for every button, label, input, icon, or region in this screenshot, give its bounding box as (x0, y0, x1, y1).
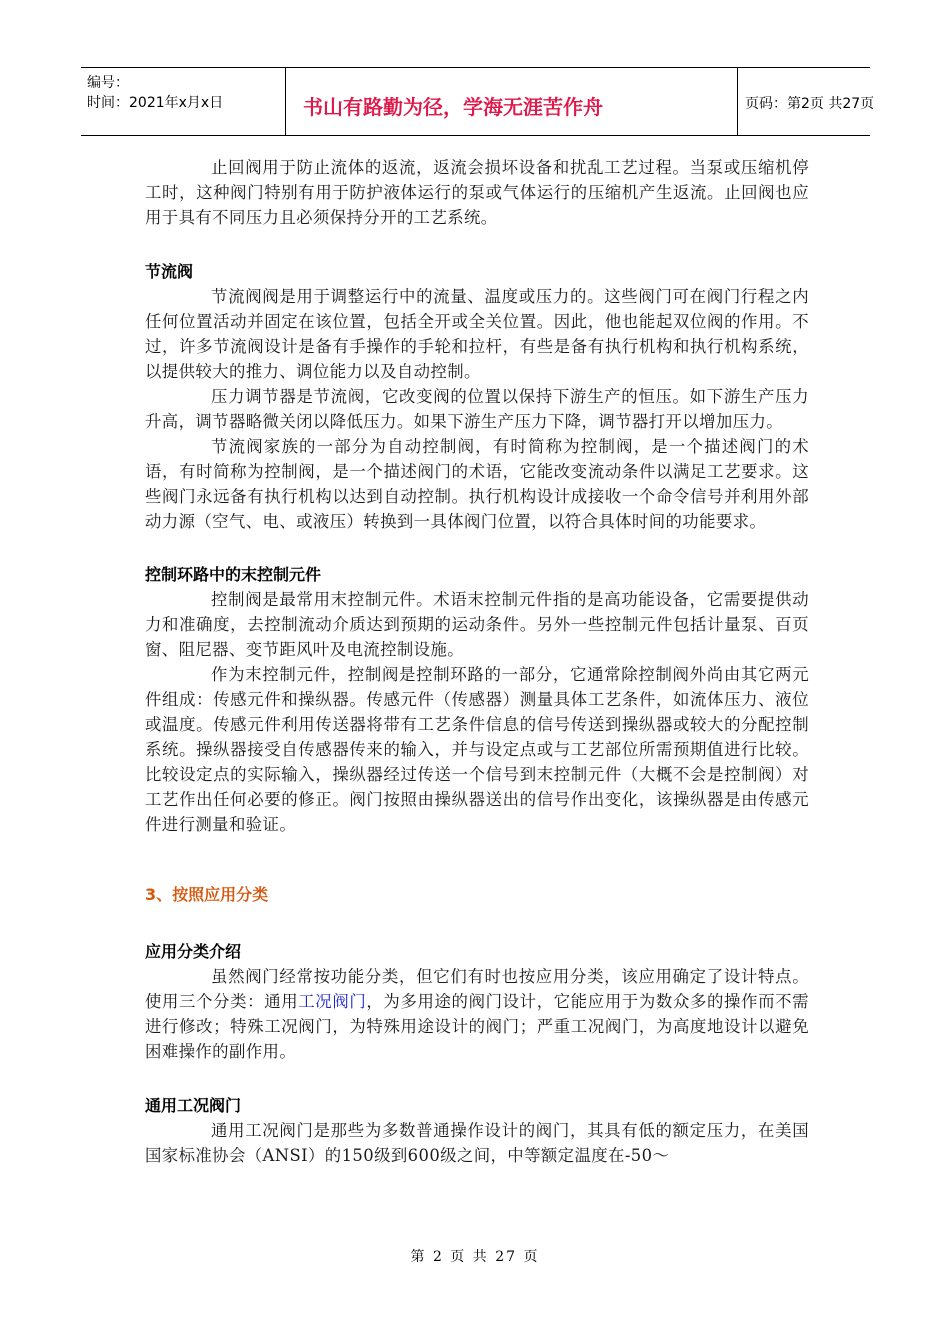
header-meta-cell (81, 68, 286, 135)
paragraph-throttle-1: 节流阀阀是用于调整运行中的流量、温度或压力的。这些阀门可在阀门行程之内任何位置活动并固定在该位置，包括全开或全关位置。因此，他也能起双位阀的作用。不过，许多节流阀设计是备有手操作的手轮和拉杆，有些是备有执行机构和执行机构系统，以提供较大的推力、调位能力以及自动控制。 (145, 287, 809, 381)
intro-text-end: ，为多用途的阀门设计，它能应用于为数众多的操作而不需进行修改；特殊工况阀门，为特殊用途设计的阀门；严重工况阀门，为高度地设计以避免困难操作的副作用。 (145, 992, 809, 1061)
document-number: 编号： (87, 75, 129, 91)
heading-application-intro: 应用分类介绍 (145, 942, 242, 961)
heading-throttle-valve: 节流阀 (145, 262, 194, 281)
page-footer: 第 2 页 共 27 页 (410, 1249, 540, 1265)
document-body (145, 155, 809, 1168)
service-valve-link[interactable]: 工况阀门 (298, 992, 367, 1011)
paragraph-throttle-2: 压力调节器是节流阀，它改变阀的位置以保持下游生产的恒压。如下游生产压力升高，调节器略微关闭以降低压力。如果下游生产压力下降，调节器打开以增加压力。 (145, 387, 809, 431)
header-motto-cell (285, 68, 738, 135)
paragraph-general-service: 通用工况阀门是那些为多数普通操作设计的阀门，其具有低的额定压力，在美国国家标准协会（ANSI）的150级到600级之间，中等额定温度在-50～ (145, 1121, 809, 1165)
document-date: 时间：2021年x月x日 (87, 95, 224, 111)
paragraph-final-element-1: 控制阀是最常用末控制元件。术语末控制元件指的是高功能设备，它需要提供动力和准确度，去控制流动介质达到预期的运动条件。另外一些控制元件包括计量泵、百页窗、阻尼器、变节距风叶及电流控制设施。 (145, 590, 809, 659)
heading-section-3: 3、按照应用分类 (145, 885, 269, 904)
header-page-number: 页码：第2页 共27页 (745, 96, 875, 112)
heading-final-control-element: 控制环路中的末控制元件 (145, 565, 322, 584)
paragraph-throttle-3: 节流阀家族的一部分为自动控制阀，有时简称为控制阀，是一个描述阀门的术语，有时简称为控制阀，是一个描述阀门的术语，它能改变流动条件以满足工艺要求。这些阀门永远备有执行机构以达到自动控制。执行机构设计成接收一个命令信号并利用外部动力源（空气、电、或液压）转换到一具体阀门位置，以符合具体时间的功能要求。 (145, 437, 809, 531)
page-header (81, 67, 875, 136)
intro-text-start: 虽然阀门经常按功能分类，但它们有时也按应用分类，该应用确定了设计特点。使用三个分类：通用 (145, 967, 809, 1011)
paragraph-check-valve: 止回阀用于防止流体的返流，返流会损坏设备和扰乱工艺过程。当泵或压缩机停工时，这种阀门特别有用于防护液体运行的泵或气体运行的压缩机产生返流。止回阀也应用于具有不同压力且必须保持分开的工艺系统。 (145, 158, 809, 227)
paragraph-application-intro (145, 964, 809, 1064)
paragraph-final-element-2: 作为末控制元件，控制阀是控制环路的一部分，它通常除控制阀外尚由其它两元件组成：传感元件和操纵器。传感元件（传感器）测量具体工艺条件，如流体压力、液位或温度。传感元件利用传送器将带有工艺条件信息的信号传送到操纵器或较大的分配控制系统。操纵器接受自传感器传来的输入，并与设定点或与工艺部位所需预期值进行比较。比较设定点的实际输入，操纵器经过传送一个信号到末控制元件（大概不会是控制阀）对工艺作出任何必要的修正。阀门按照由操纵器送出的信号作出变化，该操纵器是由传感元件进行测量和验证。 (145, 665, 809, 834)
header-motto: 书山有路勤为径，学海无涯苦作舟 (303, 95, 603, 119)
header-page-cell (737, 68, 875, 135)
heading-general-service-valve: 通用工况阀门 (145, 1096, 242, 1115)
